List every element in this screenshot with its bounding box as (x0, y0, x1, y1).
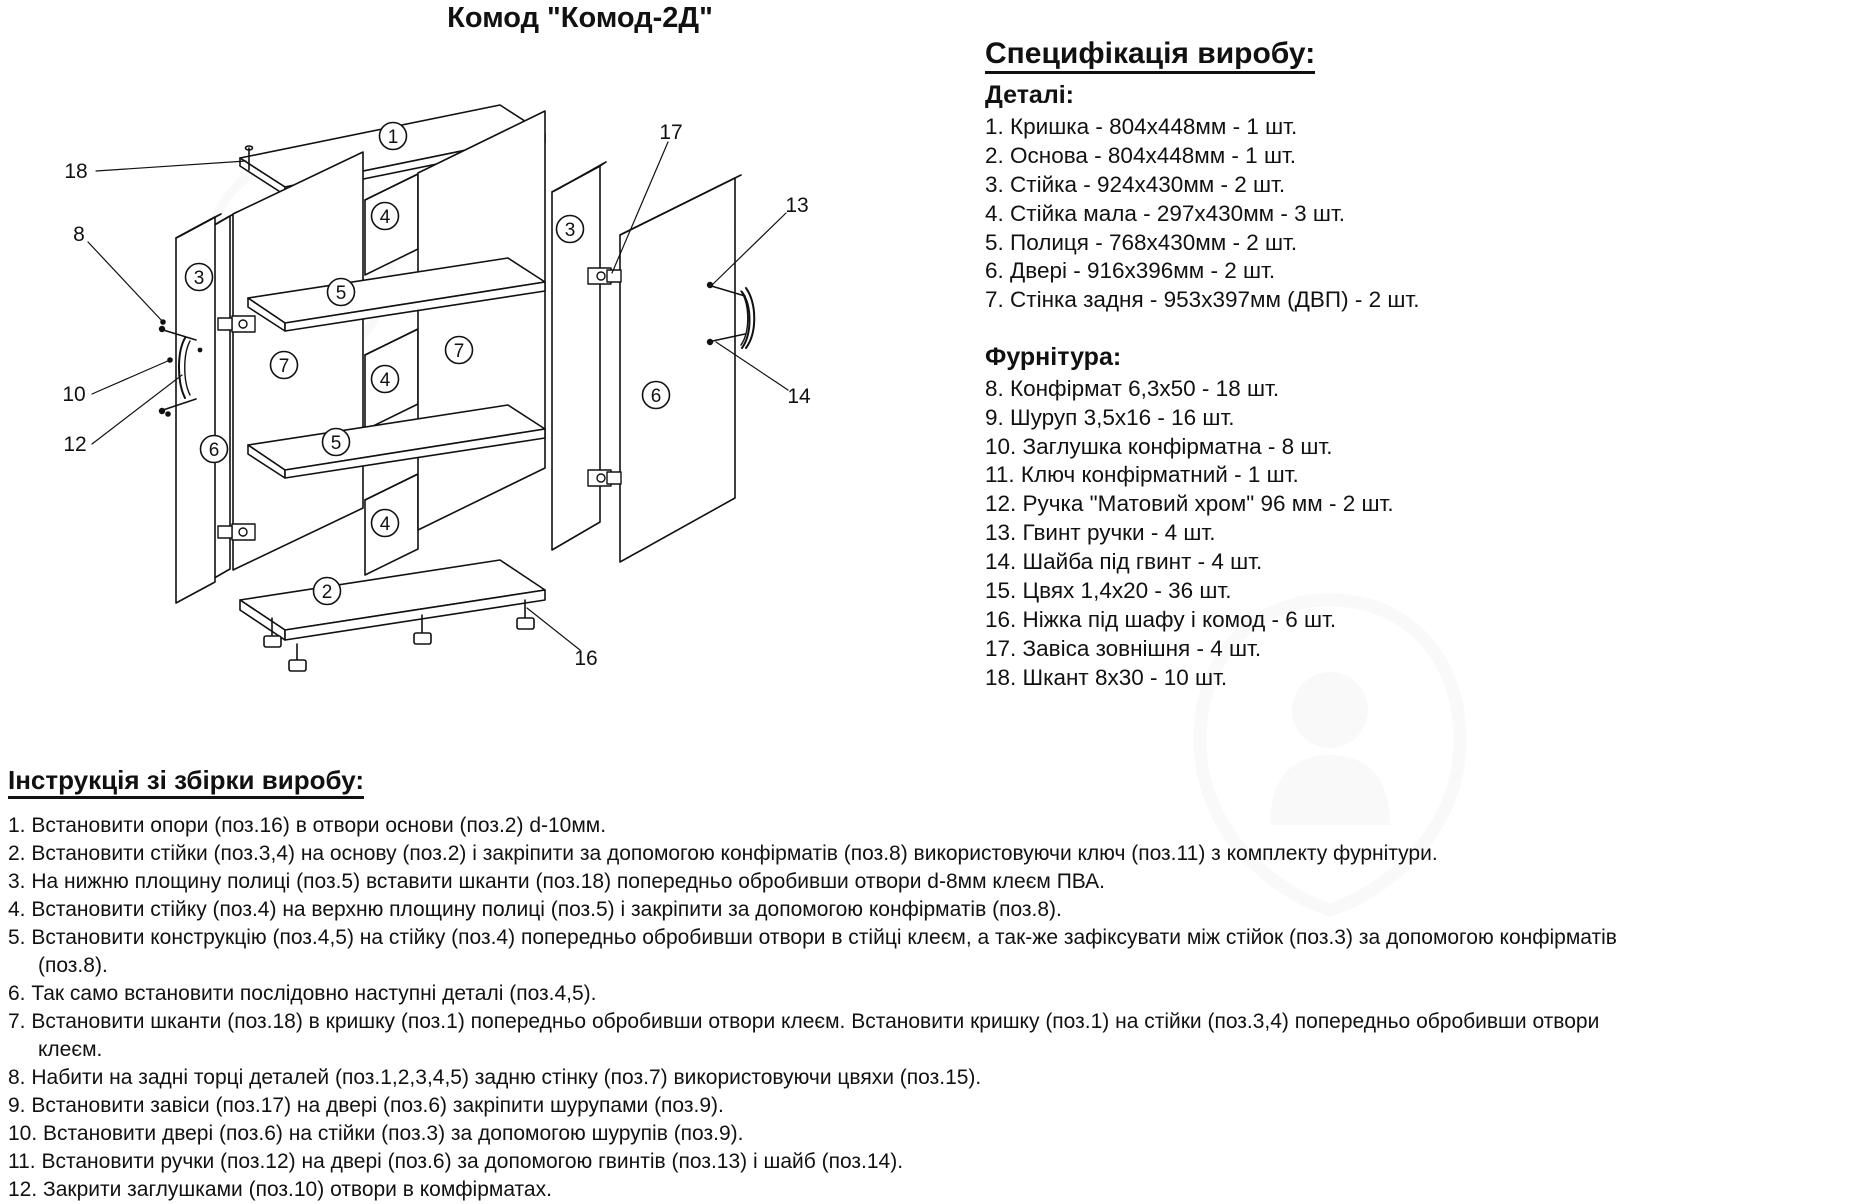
callout-4 (372, 203, 399, 230)
instruction-step: 11. Встановити ручки (поз.12) на двері (поз.6) за допомогою гвинтів (поз.13) і шайб (поз.14). (8, 1149, 904, 1173)
spec-part-item: 1. Кришка - 804х448мм - 1 шт. (985, 113, 1298, 139)
spec-hardware-item: 10. Заглушка конфірматна - 8 шт. (985, 433, 1333, 459)
spec-hardware-item: 8. Конфірмат 6,3х50 - 18 шт. (985, 375, 1280, 401)
specification-heading: Специфікація виробу: (985, 38, 1315, 74)
spec-part-item: 2. Основа - 804х448мм - 1 шт. (985, 142, 1297, 168)
callout-label: 4 (379, 370, 391, 391)
callout-5 (323, 429, 350, 456)
hardware-list (985, 375, 1605, 693)
spec-hardware-item: 18. Шкант 8х30 - 10 шт. (985, 664, 1228, 690)
spec-part-item: 7. Стінка задня - 953х397мм (ДВП) - 2 шт. (985, 287, 1420, 313)
spec-spacer (985, 315, 1605, 343)
callout-label: 3 (193, 268, 205, 289)
callout-label: 5 (335, 283, 347, 304)
callout-label: 12 (63, 433, 87, 456)
callout-label: 6 (650, 386, 662, 407)
callout-label: 7 (453, 341, 465, 362)
callout-16 (574, 647, 597, 670)
callout-label: 6 (208, 440, 220, 461)
callout-14 (787, 385, 811, 408)
specification-panel (985, 38, 1605, 693)
callout-6 (201, 436, 228, 463)
instruction-step: 5. Встановити конструкцію (поз.4,5) на стійку (поз.4) попередньо обробивши отвори в стійці клеєм, а так-же зафіксувати між стійок (поз.3) за допомогою конфірматів (8, 925, 1617, 949)
spec-part-item: 6. Двері - 916х396мм - 2 шт. (985, 258, 1276, 284)
instruction-step: клеєм. (38, 1037, 103, 1061)
callout-3 (557, 216, 584, 243)
spec-hardware-item: 17. Завіса зовнішня - 4 шт. (985, 635, 1262, 661)
callout-label: 4 (379, 207, 391, 228)
callout-4 (372, 510, 399, 537)
callout-7 (446, 337, 473, 364)
instruction-step: 8. Набити на задні торці деталей (поз.1,2,3,4,5) задню стінку (поз.7) використовуючи цвяхи (поз.15). (8, 1065, 982, 1089)
callout-label: 7 (278, 356, 290, 377)
spec-hardware-item: 12. Ручка "Матовий хром" 96 мм - 2 шт. (985, 491, 1394, 517)
callout-label: 2 (321, 582, 333, 603)
spec-hardware-item: 13. Гвинт ручки - 4 шт. (985, 520, 1216, 546)
part-base-panel (240, 560, 545, 640)
callout-13 (785, 194, 808, 217)
callout-7 (271, 352, 298, 379)
instruction-step: 1. Встановити опори (поз.16) в отвори основи (поз.2) d-10мм. (8, 813, 607, 837)
instruction-step: 4. Встановити стійку (поз.4) на верхню площину полиці (поз.5) і закріпити за допомогою конфірматів (поз.8). (8, 897, 1062, 921)
spec-hardware-item: 11. Ключ конфірматний - 1 шт. (985, 462, 1299, 488)
instruction-step: 12. Закрити заглушками (поз.10) отвори в комфірматах. (8, 1178, 552, 1201)
spec-hardware-item: 16. Ніжка під шафу і комод - 6 шт. (985, 606, 1337, 632)
part-right-door (620, 175, 741, 562)
instruction-steps-list (8, 812, 1728, 1204)
instruction-step: 3. На нижню площину полиці (поз.5) вставити шканти (поз.18) попередньо обробивши отвори d-8мм клеєм ПВА. (8, 869, 1105, 893)
callout-10 (62, 383, 85, 406)
callout-4 (372, 366, 399, 393)
callout-18 (64, 160, 87, 183)
instruction-step: 2. Встановити стійки (поз.3,4) на основу (поз.2) і закріпити за допомогою конфірматів (поз.8) використовуючи ключ (поз.11) з комплекту фурнітури. (8, 841, 1438, 865)
parts-heading: Деталі: (985, 81, 1074, 110)
callout-label: 8 (73, 223, 85, 246)
callout-2 (314, 578, 341, 605)
instruction-step: 6. Так само встановити послідовно наступні деталі (поз.4,5). (8, 981, 597, 1005)
spec-hardware-item: 9. Шуруп 3,5х16 - 16 шт. (985, 404, 1235, 430)
callout-label: 16 (574, 647, 598, 670)
instructions-heading: Інструкція зі збірки виробу: (8, 766, 364, 799)
callout-label: 13 (785, 194, 809, 217)
callout-5 (328, 279, 355, 306)
callout-label: 10 (62, 383, 86, 406)
callout-label: 5 (330, 433, 342, 454)
instruction-step: 10. Встановити двері (поз.6) на стійки (поз.3) за допомогою шурупів (поз.9). (8, 1121, 744, 1145)
spec-part-item: 3. Стійка - 924х430мм - 2 шт. (985, 171, 1286, 197)
spec-hardware-item: 15. Цвях 1,4х20 - 36 шт. (985, 578, 1232, 604)
spec-part-item: 4. Стійка мала - 297х430мм - 3 шт. (985, 200, 1345, 226)
callout-label: 14 (787, 385, 811, 408)
callout-12 (63, 433, 86, 456)
spec-part-item: 5. Полиця - 768х430мм - 2 шт. (985, 229, 1298, 255)
assembly-instructions-section (8, 766, 1728, 1204)
instruction-step: 9. Встановити завіси (поз.17) на двері (поз.6) закріпити шурупами (поз.9). (8, 1093, 724, 1117)
callout-8 (73, 223, 85, 246)
page-title: Комод "Комод-2Д" (447, 2, 713, 34)
exploded-assembly-diagram (0, 30, 980, 690)
callout-3 (186, 264, 213, 291)
callout-label: 1 (387, 127, 399, 148)
instruction-step: (поз.8). (38, 953, 108, 977)
instruction-step: 7. Встановити шканти (поз.18) в кришку (поз.1) попередньо обробивши отвори клеєм. Встановити кришку (поз.1) на стійки (поз.3,4) попередньо обробивши отвори (8, 1009, 1600, 1033)
callout-17 (659, 121, 682, 144)
callout-label: 18 (64, 160, 88, 183)
callout-label: 3 (564, 220, 576, 241)
callout-6 (643, 382, 670, 409)
callout-label: 17 (659, 121, 683, 144)
diagram-svg (0, 30, 980, 690)
callout-label: 4 (379, 514, 391, 535)
callout-1 (380, 123, 407, 150)
hardware-heading: Фурнітура: (985, 343, 1122, 372)
parts-list (985, 113, 1605, 315)
spec-hardware-item: 14. Шайба під гвинт - 4 шт. (985, 549, 1263, 575)
